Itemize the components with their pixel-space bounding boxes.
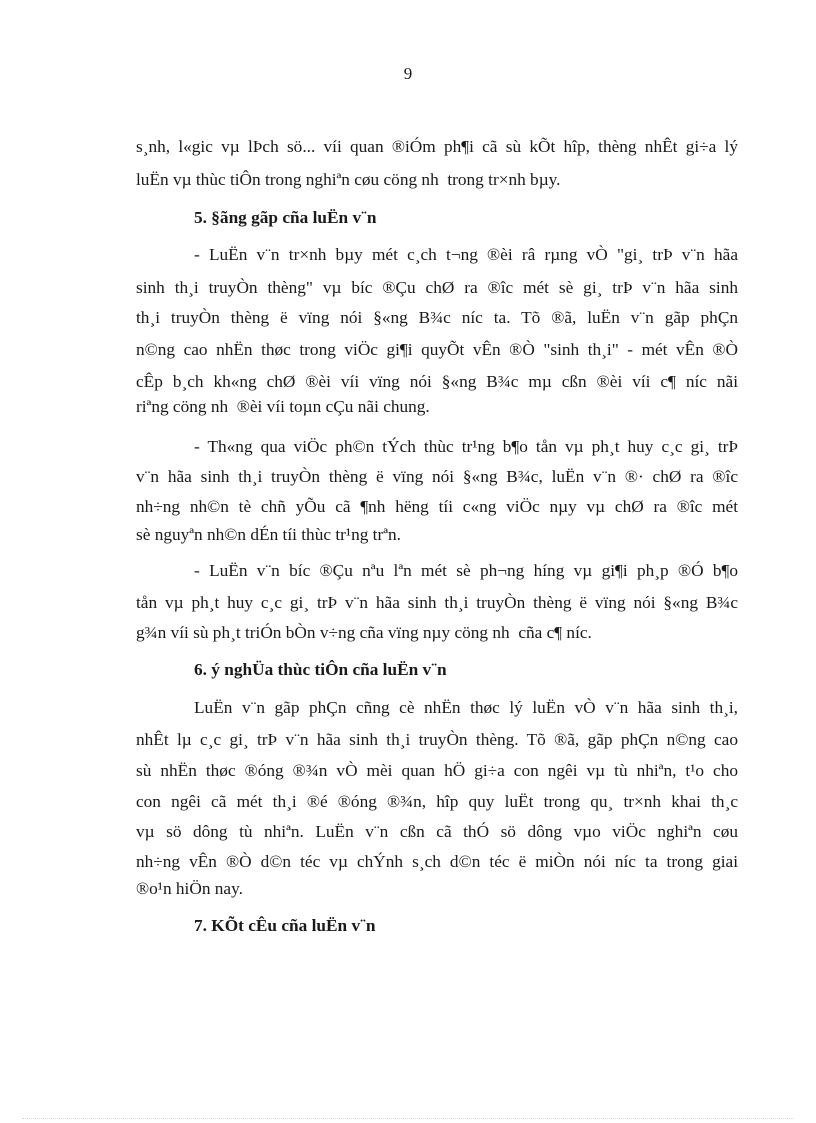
body-text-line: sè nguyªn nh©n dÉn tíi thùc tr¹ng trªn. [136,525,401,544]
body-text-line: LuËn v¨n gãp phÇn cñng cè nhËn thøc lý luËn vÒ v¨n hãa sinh th¸i, [194,698,738,717]
body-text-line: ®o¹n hiÖn nay. [136,879,243,898]
body-text-line: - Th«ng qua viÖc ph©n tÝch thùc tr¹ng b¶o tån vµ ph¸t huy c¸c gi¸ trÞ [194,437,738,456]
page-bottom-divider [22,1118,794,1119]
section-heading: 5. §ãng gãp cña luËn v¨n [194,208,377,227]
body-text-line: nh÷ng nh©n tè chñ yÕu cã ¶nh hëng tíi c«ng viÖc nµy vµ chØ ra ®îc mét [136,497,738,516]
body-text-line: cÊp b¸ch kh«ng chØ ®èi víi vïng nói §«ng B¾c mµ cßn ®èi víi c¶ níc nãi [136,372,738,391]
body-text-line: s¸nh, l«gic vµ lÞch sö... víi quan ®iÓm ph¶i cã sù kÕt hîp, thèng nhÊt gi÷a lý [136,137,738,156]
body-text-line: v¨n hãa sinh th¸i truyÒn thèng ë vïng nói §«ng B¾c, luËn v¨n ®· chØ ra ®îc [136,467,738,486]
page-number: 9 [403,64,413,83]
body-text-line: riªng cöng nh ®èi víi toµn cÇu nãi chung. [136,397,430,416]
body-text-line: nh÷ng vÊn ®Ò d©n téc vµ chÝnh s¸ch d©n téc ë miÒn nói níc ta trong giai [136,852,738,871]
body-text-line: - LuËn v¨n tr×nh bµy mét c¸ch t¬ng ®èi râ rµng vÒ "gi¸ trÞ v¨n hãa [194,245,738,264]
body-text-line: con ngêi cã mét th¸i ®é ®óng ®¾n, hîp quy luËt trong qu¸ tr×nh khai th¸c [136,792,738,811]
body-text-line: n©ng cao nhËn thøc trong viÖc gi¶i quyÕt vÊn ®Ò "sinh th¸i" - mét vÊn ®Ò [136,340,738,359]
body-text-line: - LuËn v¨n bíc ®Çu nªu lªn mét sè ph¬ng híng vµ gi¶i ph¸p ®Ó b¶o [194,561,738,580]
body-text-line: th¸i truyÒn thèng ë vïng nói §«ng B¾c níc ta. Tõ ®ã, luËn v¨n gãp phÇn [136,308,738,327]
body-text-line: g¾n víi sù ph¸t triÓn bÒn v÷ng cña vïng nµy cöng nh cña c¶ níc. [136,623,592,642]
section-heading: 6. ý nghÜa thùc tiÔn cña luËn v¨n [194,660,447,679]
body-text-line: vµ sö dông tù nhiªn. LuËn v¨n cßn cã thÓ sö dông vµo viÖc nghiªn cøu [136,822,738,841]
section-heading: 7. KÕt cÊu cña luËn v¨n [194,916,376,935]
body-text-line: sù nhËn thøc ®óng ®¾n vÒ mèi quan hÖ gi÷a con ngêi vµ tù nhiªn, t¹o cho [136,761,738,780]
body-text-line: nhÊt lµ c¸c gi¸ trÞ v¨n hãa sinh th¸i truyÒn thèng. Tõ ®ã, gãp phÇn n©ng cao [136,730,738,749]
body-text-line: luËn vµ thùc tiÔn trong nghiªn cøu cöng nh trong tr×nh bµy. [136,170,561,189]
body-text-line: sinh th¸i truyÒn thèng" vµ bíc ®Çu chØ ra ®îc mét sè gi¸ trÞ v¨n hãa sinh [136,278,738,297]
body-text-line: tån vµ ph¸t huy c¸c gi¸ trÞ v¨n hãa sinh th¸i truyÒn thèng ë vïng nói §«ng B¾c [136,593,738,612]
